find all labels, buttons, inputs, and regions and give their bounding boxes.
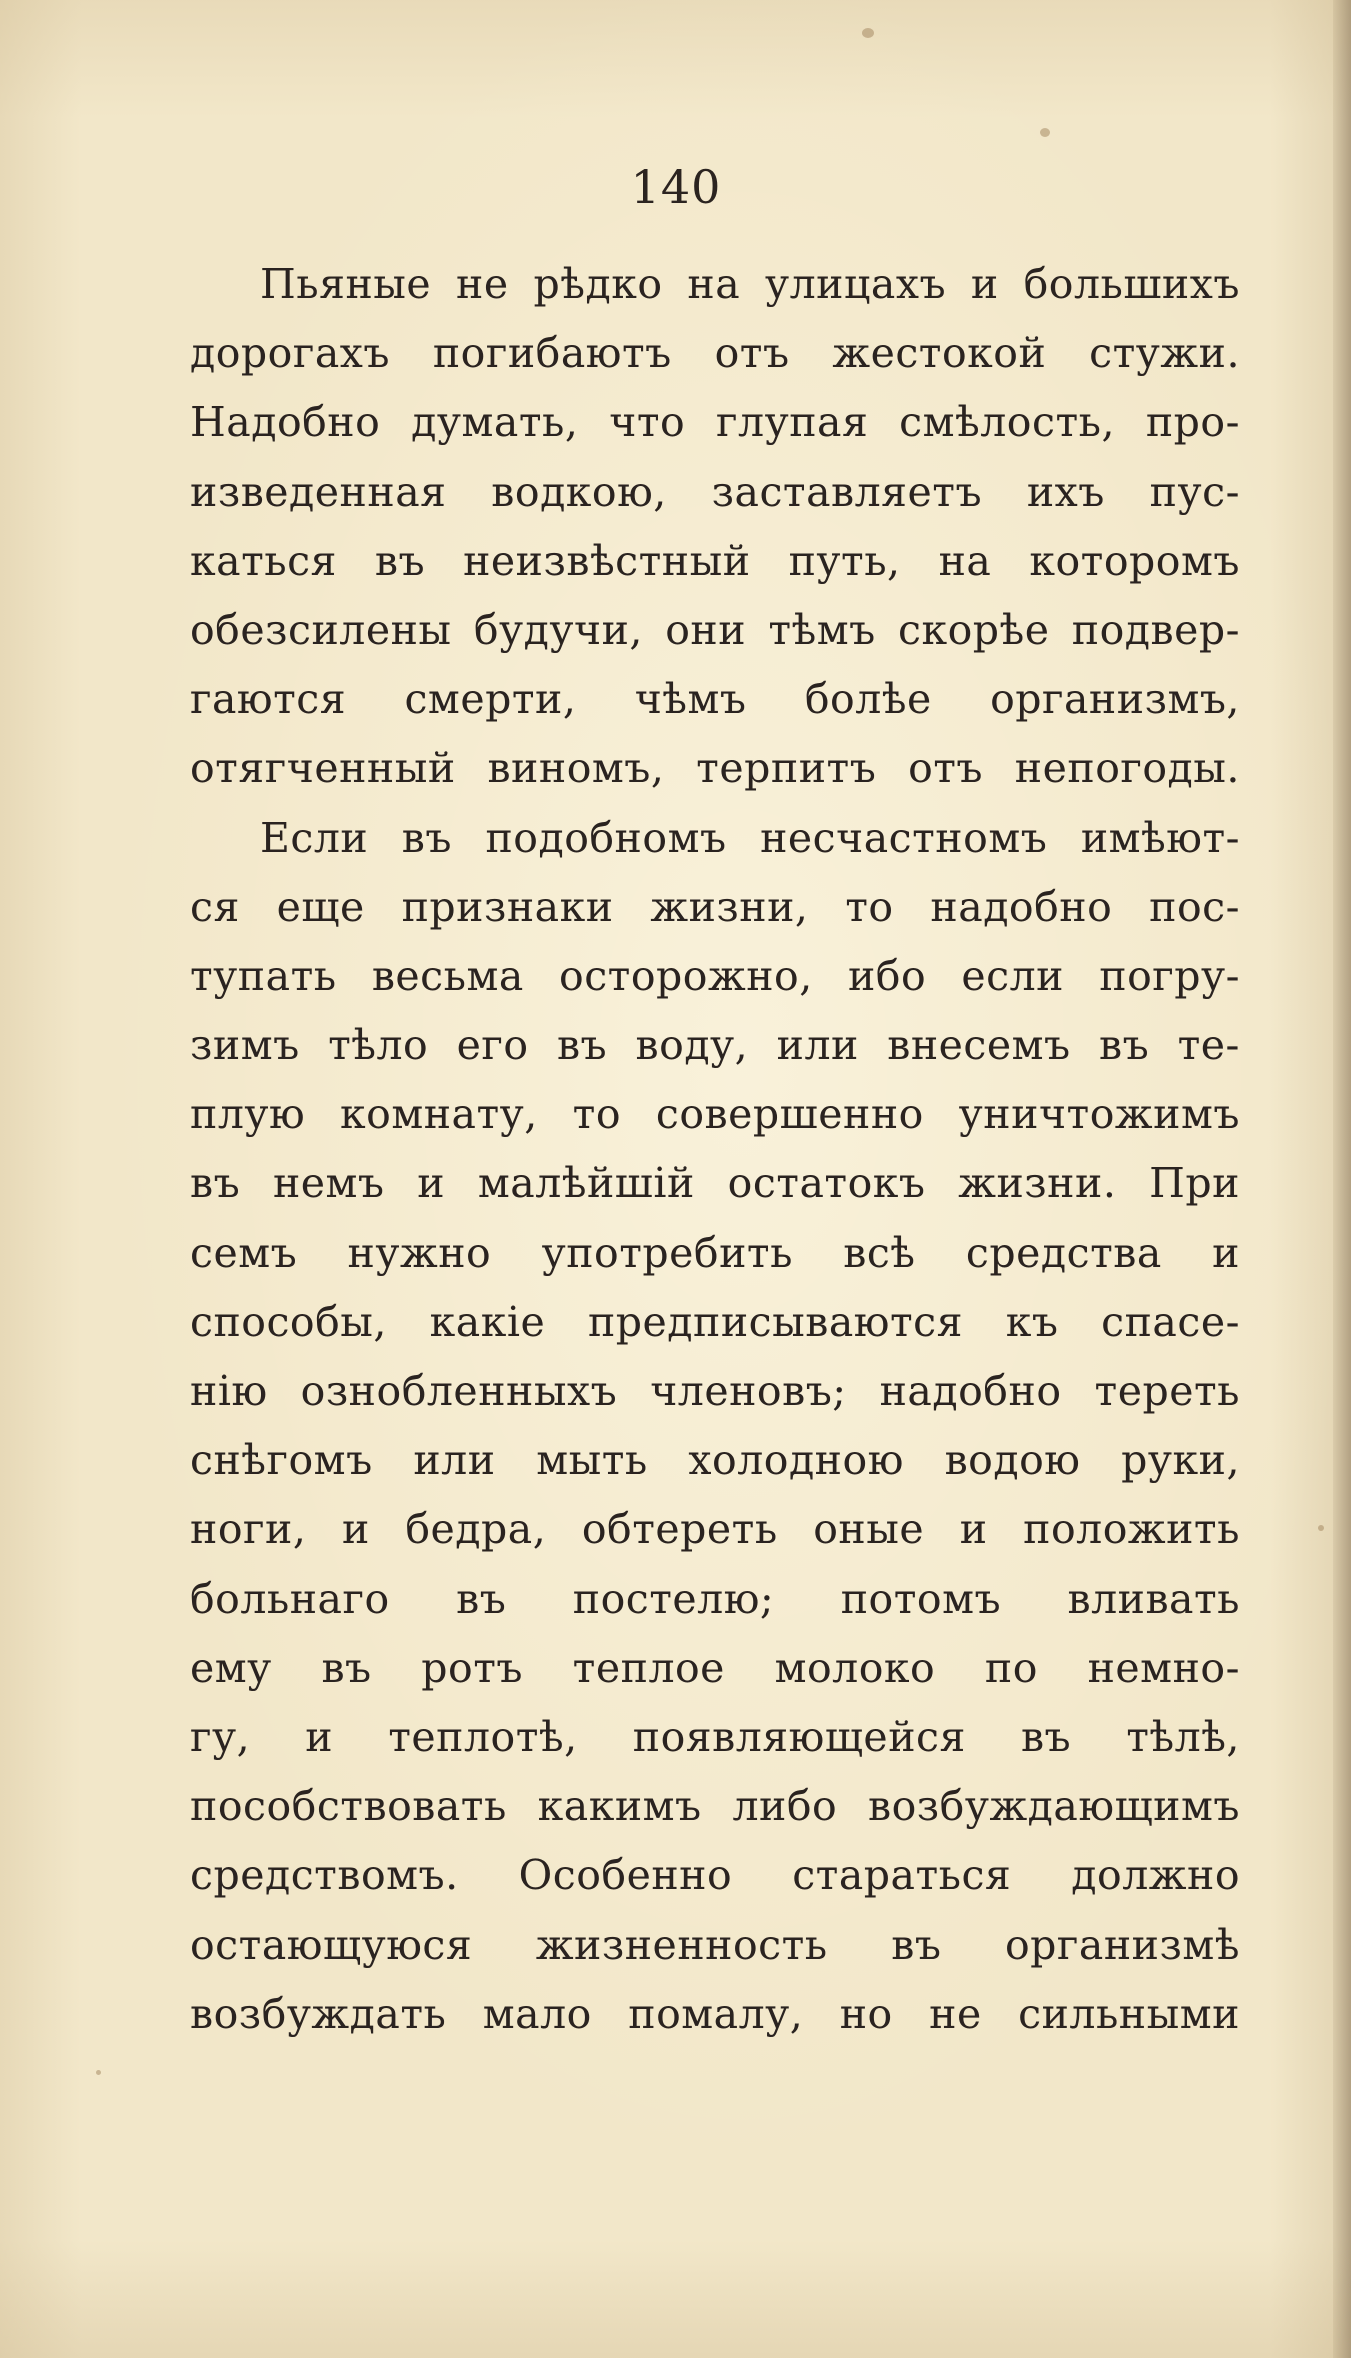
text-line: изведенная водкою, заставляетъ ихъ пус-: [190, 467, 1240, 516]
ink-spot: [1040, 128, 1050, 137]
text-line: нію ознобленныхъ членовъ; надобно тереть: [190, 1367, 1240, 1415]
text-line: возбуждать мало помалу, но не сильными: [190, 1989, 1240, 2038]
text-line: въ немъ и малѣйшій остатокъ жизни. При: [190, 1159, 1240, 1208]
text-line: больнаго въ постелю; потомъ вливать: [190, 1574, 1240, 1623]
text-line: Надобно думать, что глупая смѣлость, про-: [190, 398, 1240, 447]
text-line: отягченный виномъ, терпитъ отъ непогоды.: [190, 744, 1240, 793]
text-line: Пьяные не рѣдко на улицахъ и большихъ: [260, 260, 1240, 308]
page-edge-shadow: [1333, 0, 1351, 2358]
ink-spot: [1318, 1525, 1324, 1531]
text-line: зимъ тѣло его въ воду, или внесемъ въ те-: [190, 1021, 1240, 1070]
text-line: способы, какіе предписываются къ спасе-: [190, 1297, 1240, 1346]
text-line: гаются смерти, чѣмъ болѣе организмъ,: [190, 675, 1240, 724]
text-line: снѣгомъ или мыть холодною водою руки,: [190, 1436, 1240, 1485]
text-line: обезсилены будучи, они тѣмъ скорѣе подвер-: [190, 605, 1240, 654]
text-line: ноги, и бедра, обтереть оные и положить: [190, 1505, 1240, 1554]
ink-spot: [862, 28, 874, 38]
text-line: гу, и теплотѣ, появляющейся въ тѣлѣ,: [190, 1712, 1240, 1761]
text-line: ему въ ротъ теплое молоко по немно-: [190, 1643, 1240, 1692]
text-line: дорогахъ погибаютъ отъ жестокой стужи.: [190, 329, 1240, 378]
text-line: семъ нужно употребить всѣ средства и: [190, 1228, 1240, 1277]
text-line: ся еще признаки жизни, то надобно пос-: [190, 882, 1240, 931]
text-line: каться въ неизвѣстный путь, на которомъ: [190, 536, 1240, 585]
text-line: плую комнату, то совершенно уничтожимъ: [190, 1090, 1240, 1139]
page-number: 140: [630, 160, 722, 214]
body-text: [190, 250, 1240, 2049]
text-line: пособствовать какимъ либо возбуждающимъ: [190, 1782, 1240, 1831]
text-line: средствомъ. Особенно стараться должно: [190, 1851, 1240, 1900]
text-line: остающуюся жизненность въ организмѣ: [190, 1920, 1240, 1969]
text-line: тупать весьма осторожно, ибо если погру-: [190, 951, 1240, 1000]
ink-spot: [96, 2070, 101, 2075]
text-line: Если въ подобномъ несчастномъ имѣют-: [260, 813, 1240, 862]
